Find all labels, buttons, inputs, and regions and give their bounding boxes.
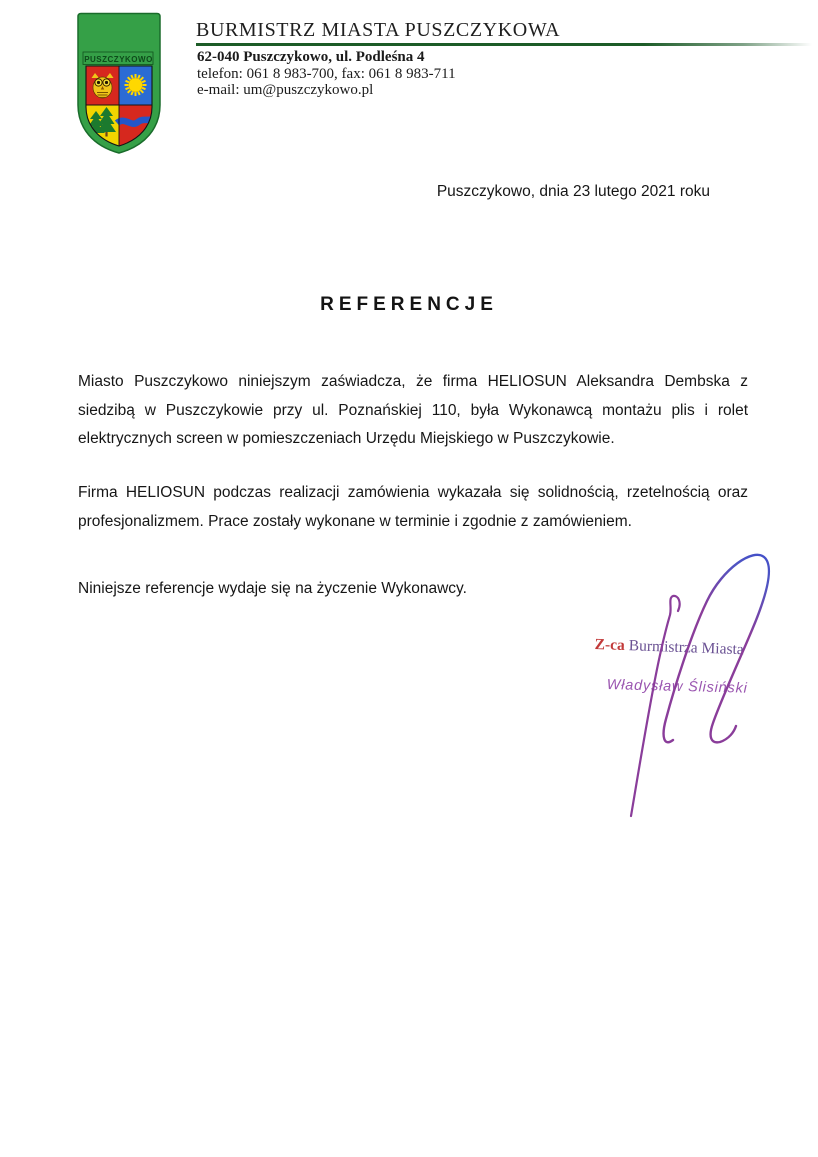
signer-name-stamp: Władysław Ślisiński [606, 677, 748, 697]
body-paragraph-2: Firma HELIOSUN podczas realizacji zamówienia wykazała się solidnością, rzetelnością oraz profesjonalizmem. Prace zostały wykonane w terminie i zgodnie z zamówieniem. [78, 484, 748, 530]
office-email: e-mail: um@puszczykowo.pl [197, 82, 374, 98]
signer-title-rest: Burmistrza Miasta [628, 637, 744, 659]
crest-label: PUSZCZYKOWO [84, 55, 153, 64]
owl-icon [92, 73, 114, 98]
signature-stroke-loop [664, 555, 769, 742]
body-paragraph-1: Miasto Puszczykowo niniejszym zaświadcza, że firma HELIOSUN Aleksandra Dembska z siedzibą w Puszczykowie przy ul. Poznańskiej 110, była Wykonawcą montażu plis i rolet elektrycznych screen w pomieszczeniach Urzędu Miejskiego w Puszczykowie. [78, 373, 748, 447]
body-paragraph-3: Niniejsze referencje wydaje się na życzenie Wykonawcy. [78, 580, 467, 597]
date-line: Puszczykowo, dnia 23 lutego 2021 roku [436, 183, 710, 200]
document-title: REFERENCJE [320, 294, 498, 315]
signature-stroke-diagonal [631, 596, 680, 816]
office-title: BURMISTRZ MIASTA PUSZCZYKOWA [196, 19, 561, 41]
office-phone: telefon: 061 8 983-700, fax: 061 8 983-711 [197, 65, 456, 82]
city-crest-icon [75, 12, 163, 156]
sun-icon [125, 74, 147, 96]
office-contact-block [197, 49, 456, 99]
header-rule [196, 43, 818, 46]
handwritten-signature [615, 545, 785, 830]
signer-title-prefix: Z-ca [594, 636, 626, 655]
office-address: 62-040 Puszczykowo, ul. Podleśna 4 [197, 49, 425, 65]
